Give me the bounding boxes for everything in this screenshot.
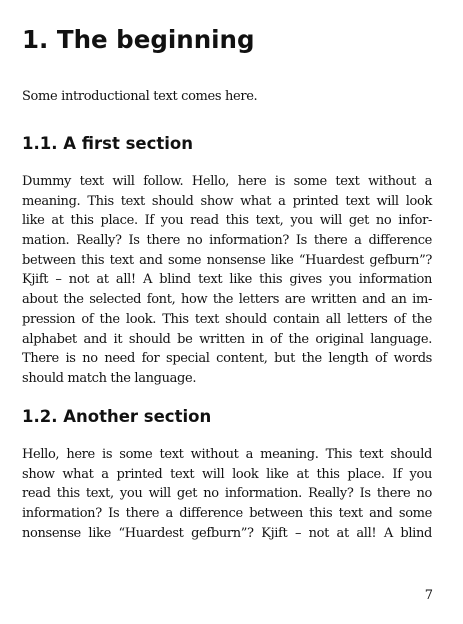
section-first-paragraph [22, 172, 432, 389]
chapter-title: 1. The beginning [22, 25, 255, 54]
paragraph-line: There is no need for special content, but the length of words [22, 351, 432, 367]
page-number: 7 [424, 588, 433, 603]
paragraph-line: mation. Really? Is there no information? Is there a difference [22, 233, 432, 249]
paragraph-line: should match the language. [22, 370, 197, 386]
paragraph-line: nonsense like “Huardest gefburn”? Kjift – not at all! A blind [22, 525, 432, 541]
paragraph-line: Kjift – not at all! A blind text like this gives you information [22, 272, 432, 288]
section-title-second: 1.2. Another section [22, 407, 212, 426]
paragraph-line: about the selected font, how the letters are written and an im- [22, 292, 432, 308]
paragraph-line: like at this place. If you read this text, you will get no infor- [22, 213, 432, 229]
paragraph-line: pression of the look. This text should contain all letters of the [22, 311, 432, 327]
paragraph-line: between this text and some nonsense like “Huardest gefburn”? [22, 252, 432, 268]
section-title-first: 1.1. A first section [22, 134, 193, 153]
paragraph-line: read this text, you will get no information. Really? Is there no [22, 486, 432, 502]
intro-paragraph [22, 87, 432, 107]
paragraph-line: Hello, here is some text without a meaning. This text should [22, 447, 432, 462]
intro-line: Some introductional text comes here. [22, 89, 258, 104]
paragraph-line: Dummy text will follow. Hello, here is some text without a [22, 174, 432, 189]
section-second-paragraph [22, 445, 432, 543]
paragraph-line: show what a printed text will look like at this place. If you [22, 466, 432, 482]
paragraph-line: alphabet and it should be written in of the original language. [22, 331, 432, 347]
paragraph-line: meaning. This text should show what a printed text will look [22, 193, 432, 209]
paragraph-line: information? Is there a difference between this text and some [22, 506, 432, 522]
